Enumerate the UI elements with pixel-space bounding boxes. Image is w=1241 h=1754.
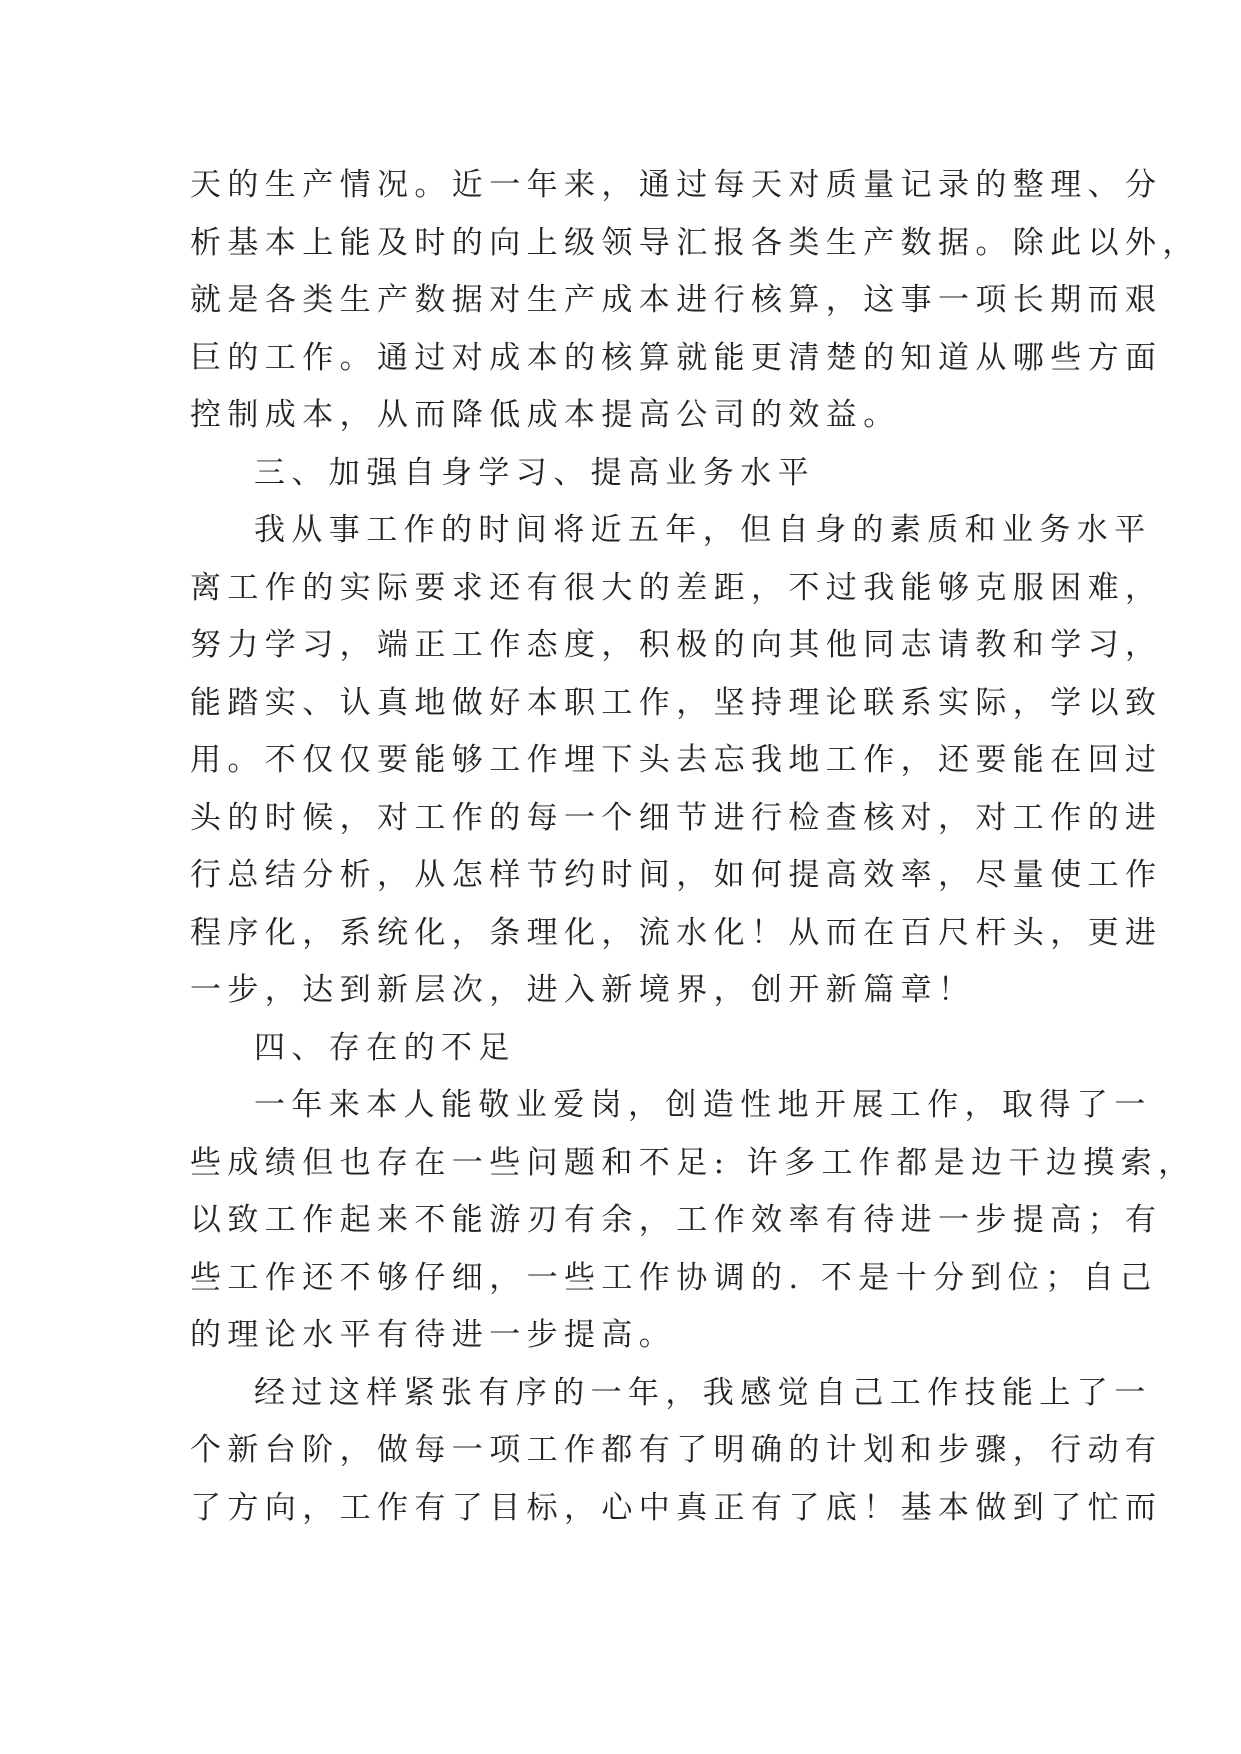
text-line: 控制成本，从而降低成本提高公司的效益。 bbox=[190, 397, 901, 433]
text-line: 行总结分析，从怎样节约时间，如何提高效率，尽量使工作 bbox=[190, 857, 1163, 893]
text-line: 析基本上能及时的向上级领导汇报各类生产数据。除此以外， bbox=[190, 224, 1200, 261]
text-line: 些成绩但也存在一些问题和不足: 许多工作都是边干边摸索， bbox=[190, 1144, 1196, 1181]
text-line: 用。不仅仅要能够工作埋下头去忘我地工作，还要能在回过 bbox=[190, 742, 1163, 778]
text-line: 就是各类生产数据对生产成本进行核算，这事一项长期而艰 bbox=[190, 282, 1163, 318]
text-line: 巨的工作。通过对成本的核算就能更清楚的知道从哪些方面 bbox=[190, 339, 1163, 376]
text-line: 了方向，工作有了目标，心中真正有了底！基本做到了忙而 bbox=[190, 1489, 1163, 1526]
text-line: 天的生产情况。近一年来，通过每天对质量记录的整理、分 bbox=[190, 167, 1163, 203]
paragraph-first-line: 一年来本人能敬业爱岗，创造性地开展工作，取得了一 bbox=[254, 1087, 1152, 1123]
text-line: 能踏实、认真地做好本职工作，坚持理论联系实际，学以致 bbox=[190, 684, 1163, 721]
document-body bbox=[190, 157, 1200, 1537]
text-line: 的理论水平有待进一步提高。 bbox=[190, 1317, 677, 1353]
text-line: 一步，达到新层次，进入新境界，创开新篇章！ bbox=[190, 972, 976, 1008]
text-line: 以致工作起来不能游刃有余，工作效率有待进一步提高；有 bbox=[190, 1202, 1163, 1238]
paragraph-first-line: 经过这样紧张有序的一年，我感觉自己工作技能上了一 bbox=[254, 1374, 1152, 1411]
paragraph-first-line: 我从事工作的时间将近五年，但自身的素质和业务水平 bbox=[254, 512, 1152, 548]
text-line: 离工作的实际要求还有很大的差距，不过我能够克服困难， bbox=[190, 569, 1163, 606]
paragraph-first-line: 三、加强自身学习、提高业务水平 bbox=[254, 454, 815, 491]
text-line: 头的时候，对工作的每一个细节进行检查核对，对工作的进 bbox=[190, 799, 1163, 836]
text-line: 程序化，系统化，条理化，流水化！从而在百尺杆头，更进 bbox=[190, 914, 1163, 951]
paragraph-first-line: 四、存在的不足 bbox=[254, 1029, 516, 1066]
text-line: 些工作还不够仔细，一些工作协调的. 不是十分到位；自己 bbox=[190, 1259, 1158, 1296]
text-line: 努力学习，端正工作态度，积极的向其他同志请教和学习， bbox=[190, 627, 1163, 663]
text-line: 个新台阶，做每一项工作都有了明确的计划和步骤，行动有 bbox=[190, 1432, 1163, 1468]
